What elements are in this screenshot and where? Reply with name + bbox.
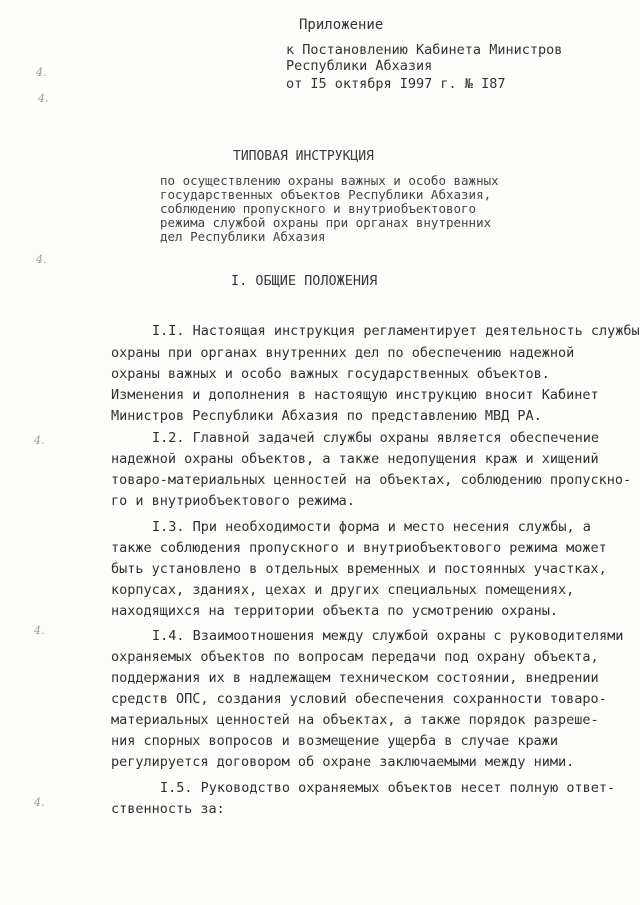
- header-line-3: от I5 октября I997 г. № I87: [286, 76, 506, 92]
- paragraph-line: регулируется договором об охране заключаемыми между ними.: [111, 754, 575, 770]
- appendix-label: Приложение: [299, 17, 384, 33]
- paragraph-line: го и внутриобъектового режима.: [111, 493, 355, 509]
- paragraph-line: I.2. Главной задачей службы охраны является обеспечение: [152, 430, 600, 446]
- subtitle-line: соблюдению пропускного и внутриобъектового: [160, 201, 477, 216]
- paragraph-line: товаро-материальных ценностей на объектах, соблюдению пропускно-: [111, 472, 632, 488]
- document-title: ТИПОВАЯ ИНСТРУКЦИЯ: [233, 149, 374, 164]
- paragraph-line: охраны важных и особо важных государственных объектов.: [111, 366, 550, 382]
- paragraph-line: I.4. Взаимоотношения между службой охраны с руководителями: [152, 628, 624, 644]
- header-line-1: к Постановлению Кабинета Министров: [286, 42, 563, 58]
- paragraph-line: Министров Республики Абхазия по представлению МВД РА.: [111, 408, 542, 424]
- margin-mark: 4.: [36, 253, 47, 266]
- margin-mark: 4.: [36, 66, 47, 79]
- subtitle-line: режима службой охраны при органах внутренних: [160, 215, 492, 230]
- paragraph-line: ния спорных вопросов и возмещение ущерба в случае кражи: [111, 733, 559, 749]
- paragraph-line: материальных ценностей на объектах, а также порядок разреше-: [111, 712, 599, 728]
- paragraph-line: I.3. При необходимости форма и место несения службы, а: [152, 519, 591, 535]
- paragraph-line: ственность за:: [111, 801, 225, 817]
- paragraph-line: I.5. Руководство охраняемых объектов несет полную ответ-: [160, 780, 616, 796]
- margin-mark: 4.: [38, 92, 49, 105]
- margin-mark: 4.: [34, 796, 45, 809]
- paragraph-line: охраны при органах внутренних дел по обеспечению надежной: [111, 345, 575, 361]
- paragraph-line: быть установлено в отдельных временных и постоянных участках,: [111, 561, 607, 577]
- paragraph-line: также соблюдения пропускного и внутриобъектового режима может: [111, 540, 607, 556]
- margin-mark: 4.: [34, 624, 45, 637]
- paragraph-line: I.I. Настоящая инструкция регламентирует деятельность службы: [152, 323, 640, 339]
- section-title: I. ОБЩИЕ ПОЛОЖЕНИЯ: [231, 273, 378, 289]
- paragraph-line: охраняемых объектов по вопросам передачи под охрану объекта,: [111, 649, 599, 665]
- paragraph-line: надежной охраны объектов, а также недопущения краж и хищений: [111, 451, 599, 467]
- paragraph-line: средств ОПС, создания условий обеспечения сохранности товаро-: [111, 691, 607, 707]
- subtitle-line: государственных объектов Республики Абхазия,: [160, 187, 492, 202]
- paragraph-line: поддержания их в надлежащем техническом состоянии, внедрении: [111, 670, 599, 686]
- subtitle-line: по осуществлению охраны важных и особо важных: [160, 173, 499, 188]
- header-line-2: Республики Абхазия: [286, 58, 433, 74]
- subtitle-line: дел Республики Абхазия: [160, 229, 326, 244]
- paragraph-line: находящихся на территории объекта по усмотрению охраны.: [111, 603, 559, 619]
- paragraph-line: Изменения и дополнения в настоящую инструкцию вносит Кабинет: [111, 387, 599, 403]
- margin-mark: 4.: [34, 434, 45, 447]
- paragraph-line: корпусах, зданиях, цехах и других специальных помещениях,: [111, 582, 575, 598]
